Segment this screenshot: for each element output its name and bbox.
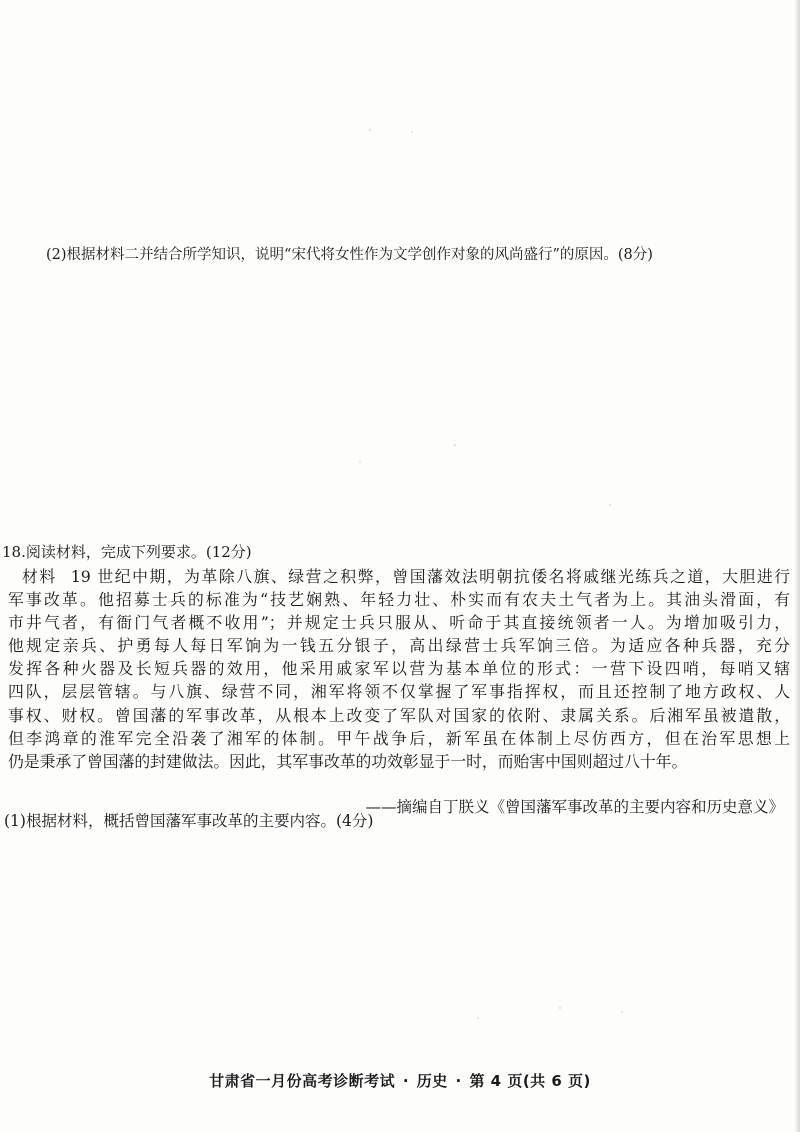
material-line: 四队，层层管辖。与八旗、绿营不同，湘军将领不仅掌握了军事指挥权，而且还控制了地方政权、人 xyxy=(8,682,790,702)
footer-page-number: 第 4 页(共 6 页) xyxy=(469,1072,591,1090)
material-line: 发挥各种火器及长短兵器的效用，他采用戚家军以营为基本单位的形式：一营下设四哨，每哨又辖 xyxy=(8,659,790,679)
material-source: ——摘编自丁朕义《曾国藩军事改革的主要内容和历史意义》 xyxy=(365,798,784,816)
question-18-title: 18.阅读材料，完成下列要求。(12分) xyxy=(2,543,252,561)
material-line: 但李鸿章的淮军完全沿袭了湘军的体制。甲午战争后，新军虽在体制上尽仿西方，但在治军思想上 xyxy=(8,728,790,748)
material-label: 材料 xyxy=(22,567,57,586)
footer-subject: 历史 xyxy=(416,1072,448,1090)
material-line: 军事改革。他招募士兵的标准为“技艺娴熟、年轻力壮、朴实而有农夫土气者为上。其油头滑面，有 xyxy=(8,590,790,610)
material-line: 市井气者，有衙门气者概不收用”；并规定士兵只服从、听命于其直接统领者一人。为增加吸引力， xyxy=(8,613,790,633)
material-line: 事权、财权。曾国藩的军事改革，从根本上改变了军队对国家的依附、隶属关系。后湘军虽被遣散， xyxy=(8,705,790,725)
material-line xyxy=(8,565,790,588)
material-line-text: 19 世纪中期，为革除八旗、绿营之积弊，曾国藩效法明朝抗倭名将戚继光练兵之道，大胆进行 xyxy=(70,567,790,586)
material-line: 仍是秉承了曾国藩的封建做法。因此，其军事改革的功效彰显于一时，而贻害中国则超过八十年。 xyxy=(8,751,688,771)
question-2-prompt: (2)根据材料二并结合所学知识，说明“宋代将女性作为文学创作对象的风尚盛行”的原因。(8分) xyxy=(46,247,653,263)
material-passage xyxy=(8,565,790,773)
page-footer xyxy=(0,1070,800,1091)
footer-exam-name: 甘肃省一月份高考诊断考试 xyxy=(209,1072,396,1090)
footer-separator: · xyxy=(402,1072,410,1090)
page-edge-shadow xyxy=(794,0,800,1132)
question-18-sub-1: (1)根据材料，概括曾国藩军事改革的主要内容。(4分) xyxy=(4,812,374,830)
footer-separator: · xyxy=(455,1072,462,1090)
material-line: 他规定亲兵、护勇每人每日军饷为一钱五分银子，高出绿营士兵军饷三倍。为适应各种兵器，充分 xyxy=(8,636,790,656)
